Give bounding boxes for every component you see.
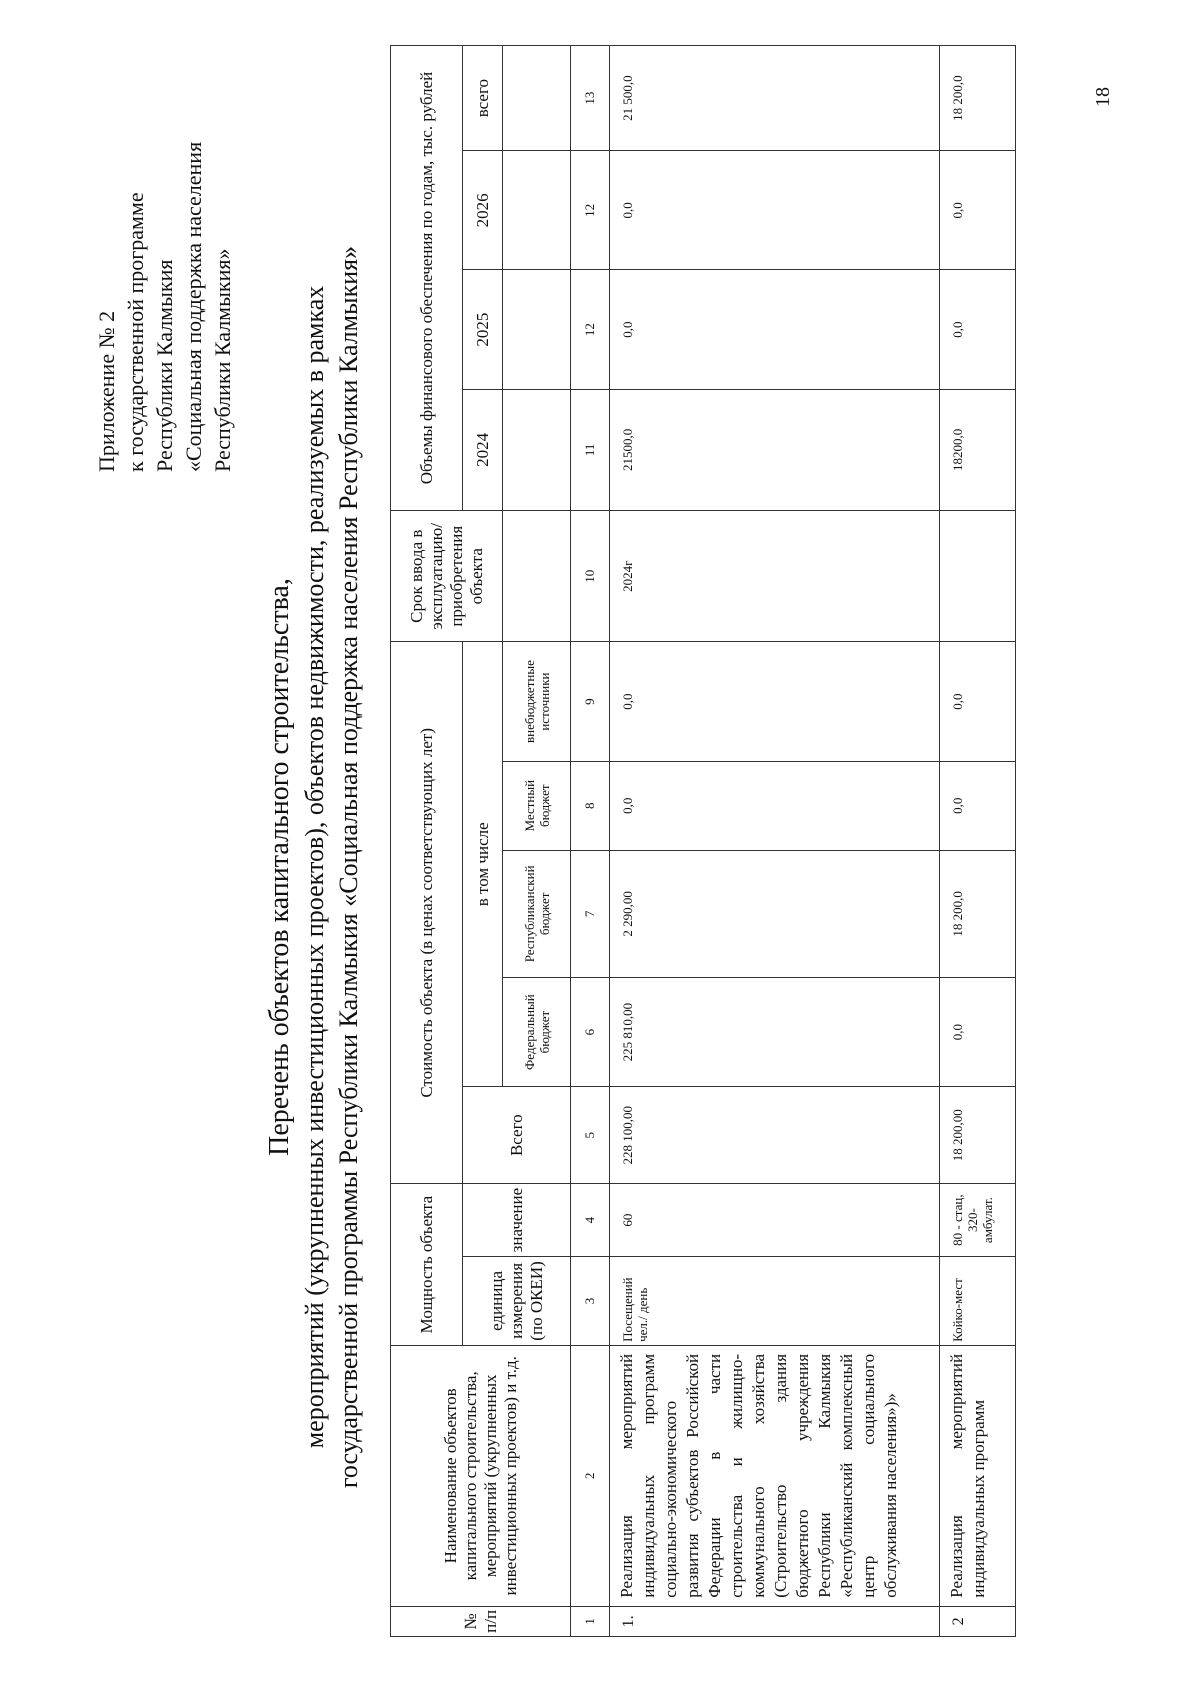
header-cost: Стоимость объекта (в ценах соответствующих лет) bbox=[391, 642, 463, 1184]
table-row bbox=[940, 46, 1016, 1637]
row-num: 2 bbox=[940, 1606, 1016, 1636]
row-federal: 0,0 bbox=[940, 978, 1016, 1087]
header-unit: единица измерения (по ОКЕИ) bbox=[463, 1256, 571, 1345]
header-deadline-blank bbox=[503, 511, 571, 642]
objects-table bbox=[390, 45, 1016, 1637]
index-cell: 6 bbox=[571, 978, 610, 1087]
row-value: 60 bbox=[610, 1184, 940, 1257]
index-cell: 3 bbox=[571, 1256, 610, 1345]
index-cell: 10 bbox=[571, 511, 610, 642]
index-cell: 5 bbox=[571, 1087, 610, 1184]
row-name: Реализация мероприятий индивидуальных программ социально-экономического развития субъектов Российской Федерации в части строительства и жилищно-коммунального хозяйства (Строительство здания бюджетного учреждения Республики Калмыкия «Республиканский комплексный центр социального обслуживания населения»)» bbox=[610, 1345, 940, 1606]
page-title bbox=[262, 157, 366, 1577]
header-local: Местный бюджет bbox=[503, 761, 571, 850]
header-all: всего bbox=[463, 46, 503, 151]
row-local: 0,0 bbox=[610, 761, 940, 850]
row-2025: 0,0 bbox=[610, 270, 940, 389]
header-republic: Республиканский бюджет bbox=[503, 850, 571, 977]
title-line-2: мероприятий (укрупненных инвестиционных проектов), объектов недвижимости, реализуемых в рамках bbox=[300, 285, 329, 1449]
header-value: значение bbox=[463, 1184, 571, 1257]
index-cell: 4 bbox=[571, 1184, 610, 1257]
row-extra: 0,0 bbox=[940, 642, 1016, 761]
index-cell: 7 bbox=[571, 850, 610, 977]
row-2026: 0,0 bbox=[610, 151, 940, 270]
header-year-2024: 2024 bbox=[463, 389, 503, 510]
row-republic: 18 200,0 bbox=[940, 850, 1016, 977]
header-blank-2025 bbox=[503, 270, 571, 389]
row-2024: 18200,0 bbox=[940, 389, 1016, 510]
row-deadline: 2024г bbox=[610, 511, 940, 642]
index-cell: 1 bbox=[571, 1606, 610, 1636]
header-extra: внебюджетные источники bbox=[503, 642, 571, 761]
header-including: в том числе bbox=[463, 642, 503, 1087]
row-name: Реализация мероприятий индивидуальных программ bbox=[940, 1345, 1016, 1606]
header-num: № п/п bbox=[391, 1606, 571, 1636]
header-federal: Федеральный бюджет bbox=[503, 978, 571, 1087]
index-cell: 13 bbox=[571, 46, 610, 151]
row-federal: 225 810,00 bbox=[610, 978, 940, 1087]
index-cell: 9 bbox=[571, 642, 610, 761]
row-num: 1. bbox=[610, 1606, 940, 1636]
title-line-3: государственной программы Республики Калмыкия «Социальная поддержка населения Республики Калмыкия» bbox=[334, 245, 363, 1489]
row-total: 228 100,00 bbox=[610, 1087, 940, 1184]
title-line-1: Перечень объектов капитального строительства, bbox=[264, 578, 295, 1156]
row-2025: 0,0 bbox=[940, 270, 1016, 389]
row-unit: Койко-мест bbox=[940, 1256, 1016, 1345]
header-year-2025: 2025 bbox=[463, 270, 503, 389]
index-cell: 12 bbox=[571, 270, 610, 389]
row-republic: 2 290,00 bbox=[610, 850, 940, 977]
row-deadline bbox=[940, 511, 1016, 642]
header-blank-all bbox=[503, 46, 571, 151]
index-cell: 8 bbox=[571, 761, 610, 850]
header-funding: Объемы финансового обеспечения по годам, тыс. рублей bbox=[391, 46, 463, 511]
header-blank-2026 bbox=[503, 151, 571, 270]
row-local: 0,0 bbox=[940, 761, 1016, 850]
page-number: 18 bbox=[1092, 87, 1114, 107]
index-row bbox=[571, 46, 610, 1637]
index-cell: 2 bbox=[571, 1345, 610, 1606]
row-unit: Посещений чел./ день bbox=[610, 1256, 940, 1345]
index-cell: 11 bbox=[571, 389, 610, 510]
row-extra: 0,0 bbox=[610, 642, 940, 761]
header-blank-2024 bbox=[503, 389, 571, 510]
header-year-2026: 2026 bbox=[463, 151, 503, 270]
header-deadline: Срок ввода в эксплуатацию/ приобретения объекта bbox=[391, 511, 503, 642]
table-row bbox=[610, 46, 940, 1637]
header-total: Всего bbox=[463, 1087, 571, 1184]
appendix-note: Приложение № 2 к государственной программе Республики Калмыкия «Социальная поддержка населения Республики Калмыкия» bbox=[94, 141, 235, 472]
header-name: Наименование объектов капитального строительства, мероприятий (укрупненных инвестиционных проектов) и т.д. bbox=[391, 1345, 571, 1606]
row-all: 21 500,0 bbox=[610, 46, 940, 151]
row-2024: 21500,0 bbox=[610, 389, 940, 510]
row-total: 18 200,00 bbox=[940, 1087, 1016, 1184]
index-cell: 12 bbox=[571, 151, 610, 270]
header-capacity: Мощность объекта bbox=[391, 1184, 463, 1346]
row-value: 80 - стац, 320- амбулат. bbox=[940, 1184, 1016, 1257]
row-all: 18 200,0 bbox=[940, 46, 1016, 151]
row-2026: 0,0 bbox=[940, 151, 1016, 270]
